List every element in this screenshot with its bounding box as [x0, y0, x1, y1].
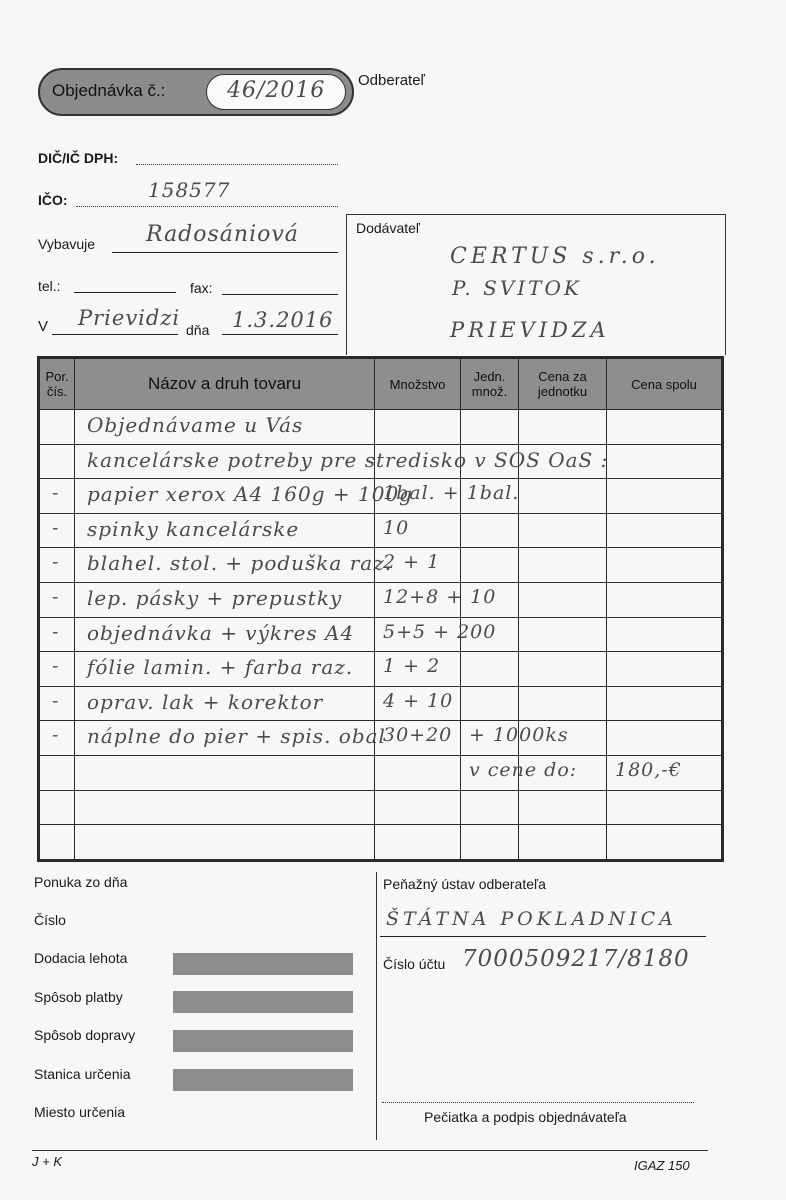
- row-name-cell: [75, 410, 375, 445]
- row-name-cell: [75, 790, 375, 825]
- row-por-cell: [39, 686, 75, 721]
- row-por-cell: [39, 479, 75, 514]
- ico-label: IČO:: [38, 192, 68, 208]
- order-label: Objednávka č.:: [52, 81, 166, 100]
- dic-line: [136, 164, 338, 165]
- table-header: [39, 358, 723, 410]
- row-unit-price-cell: [519, 617, 607, 652]
- row-qty-cell: [375, 444, 461, 479]
- row-qty-cell: [375, 756, 461, 791]
- col-header-name: Názov a druh tovaru: [75, 358, 375, 410]
- row-qty: 4 + 10: [383, 689, 454, 712]
- table-row: [39, 444, 723, 479]
- row-por: -: [52, 689, 60, 712]
- section-divider: [376, 872, 377, 1140]
- row-unit-cell: [461, 756, 578, 791]
- row-unit-cell: [461, 652, 519, 687]
- fax-line: [222, 294, 338, 295]
- row-unit-cell: [461, 444, 519, 479]
- destination-label: Miesto určenia: [34, 1104, 126, 1120]
- row-por-cell: [39, 410, 75, 445]
- row-unit-cell: [461, 617, 519, 652]
- transport-label: Spôsob dopravy: [34, 1027, 136, 1043]
- table-row: [39, 583, 723, 618]
- row-unit-cell: [461, 825, 519, 861]
- row-total-cell: [607, 652, 723, 687]
- table-row: [39, 756, 723, 791]
- row-por: -: [52, 620, 60, 643]
- row-unit-cell: [461, 513, 519, 548]
- row-name: fólie lamin. + farba raz.: [87, 655, 354, 680]
- row-total-cell: [607, 790, 723, 825]
- row-total-cell: [607, 583, 723, 618]
- prepared-by-value: Radosániová: [146, 222, 299, 247]
- row-por-cell: [39, 617, 75, 652]
- row-total-cell: [607, 410, 723, 445]
- col-header-unit-price: Cena za jednotku: [519, 358, 607, 410]
- row-unit-price-cell: [519, 479, 607, 514]
- bank-line: [380, 936, 706, 937]
- row-name-cell: [75, 825, 375, 861]
- row-total-cell: [607, 825, 723, 861]
- col-header-qty: Množstvo: [375, 358, 461, 410]
- table-row: [39, 686, 723, 721]
- table-row: [39, 513, 723, 548]
- row-total-cell: [607, 444, 723, 479]
- order-number-badge: [38, 68, 354, 116]
- station-field: [173, 1069, 353, 1091]
- transport-field: [173, 1030, 353, 1052]
- row-qty-cell: [375, 652, 461, 687]
- date-value: 1.3.2016: [232, 308, 334, 332]
- row-total: 180,-€: [615, 759, 682, 782]
- row-por-cell: [39, 756, 75, 791]
- row-unit-price-cell: [519, 721, 607, 756]
- prepared-by-line: [112, 252, 338, 253]
- row-qty-cell: [375, 617, 497, 652]
- row-qty: 1 + 2: [383, 655, 441, 678]
- delivery-label: Dodacia lehota: [34, 950, 128, 966]
- row-por: -: [52, 724, 60, 747]
- offer-label: Ponuka zo dňa: [34, 874, 128, 890]
- row-qty: 2 + 1: [383, 551, 441, 574]
- table-row: [39, 479, 723, 514]
- row-unit-price-cell: [519, 756, 607, 791]
- row-qty: 12+8 + 10: [383, 586, 497, 609]
- supplier-label: Dodávateľ: [356, 220, 421, 236]
- row-name-cell: [75, 444, 609, 479]
- row-unit-price-cell: [519, 652, 607, 687]
- tel-label: tel.:: [38, 278, 61, 294]
- row-qty: 10: [383, 516, 410, 539]
- bank-value: ŠTÁTNA POKLADNICA: [386, 908, 677, 930]
- order-number-field: [206, 74, 346, 110]
- row-total-cell: [607, 513, 723, 548]
- date-line: [222, 334, 338, 335]
- row-total-cell: [607, 721, 723, 756]
- table-row: [39, 410, 723, 445]
- row-unit-cell: [461, 548, 519, 583]
- row-por: -: [52, 482, 60, 505]
- row-unit-cell: [461, 686, 519, 721]
- row-name: náplne do pier + spis. obal: [87, 724, 386, 749]
- ico-line: [76, 206, 338, 207]
- row-por-cell: [39, 721, 75, 756]
- row-unit-price-cell: [519, 444, 607, 479]
- row-unit-cell: [461, 479, 519, 514]
- row-unit-price-cell: [519, 790, 607, 825]
- table-row: [39, 790, 723, 825]
- row-name-cell: [75, 479, 413, 514]
- prepared-by-label: Vybavuje: [38, 236, 96, 252]
- col-header-unit: Jedn. množ.: [461, 358, 519, 410]
- row-qty-cell: [375, 513, 461, 548]
- table-row: [39, 548, 723, 583]
- row-name-cell: [75, 583, 375, 618]
- row-name-cell: [75, 686, 375, 721]
- place-value: Prievidzi: [78, 306, 181, 330]
- row-unit-price-cell: [519, 410, 607, 445]
- row-qty-cell: [375, 790, 461, 825]
- row-unit: v cene do:: [469, 759, 578, 782]
- row-qty-cell: [375, 825, 461, 861]
- row-qty: 30+20: [383, 724, 453, 747]
- row-total-cell: [607, 548, 723, 583]
- place-prefix: V: [38, 318, 49, 335]
- table-row: [39, 825, 723, 861]
- row-qty-cell: [375, 686, 461, 721]
- table-row: [39, 652, 723, 687]
- row-por-cell: [39, 652, 75, 687]
- table-body: [39, 410, 723, 861]
- bank-label: Peňažný ústav odberateľa: [383, 876, 546, 892]
- row-por-cell: [39, 444, 75, 479]
- row-unit-cell: [461, 410, 519, 445]
- row-qty: 5+5 + 200: [383, 620, 497, 643]
- date-label: dňa: [186, 322, 210, 338]
- footer-left: J + K: [32, 1154, 62, 1169]
- station-label: Stanica určenia: [34, 1066, 131, 1082]
- delivery-field: [173, 953, 353, 975]
- row-por-cell: [39, 548, 75, 583]
- footer-line: [32, 1150, 708, 1151]
- row-unit: + 1000ks: [469, 724, 569, 747]
- customer-label: Odberateľ: [358, 72, 425, 89]
- supplier-city: PRIEVIDZA: [450, 318, 610, 342]
- row-name-cell: [75, 756, 375, 791]
- row-por: -: [52, 551, 60, 574]
- col-header-total: Cena spolu: [607, 358, 723, 410]
- row-unit-price-cell: [519, 825, 607, 861]
- row-unit-cell: [461, 721, 569, 756]
- supplier-contact: P. SVITOK: [452, 276, 582, 300]
- row-por-cell: [39, 790, 75, 825]
- row-name: objednávka + výkres A4: [87, 620, 355, 645]
- row-unit-cell: [461, 790, 519, 825]
- row-name: kancelárske potreby pre stredisko v SOS OaS :: [87, 447, 609, 472]
- row-total-cell: [607, 686, 723, 721]
- row-unit-price-cell: [519, 583, 607, 618]
- row-qty: 1bal. + 1bal.: [383, 482, 520, 505]
- row-unit-cell: [461, 583, 519, 618]
- row-name-cell: [75, 513, 375, 548]
- row-name-cell: [75, 721, 386, 756]
- row-qty-cell: [375, 583, 497, 618]
- row-por: -: [52, 586, 60, 609]
- place-line: [52, 334, 178, 335]
- row-total-cell: [607, 479, 723, 514]
- ico-value: 158577: [148, 178, 231, 202]
- tel-line: [74, 292, 176, 293]
- row-name-cell: [75, 652, 375, 687]
- payment-label: Spôsob platby: [34, 989, 123, 1005]
- supplier-name: CERTUS s.r.o.: [450, 244, 660, 269]
- row-name: blahel. stol. + poduška raz.: [87, 551, 393, 576]
- row-qty-cell: [375, 410, 461, 445]
- row-unit-price-cell: [519, 686, 607, 721]
- row-qty-cell: [375, 548, 461, 583]
- footer-right: IGAZ 150: [634, 1158, 690, 1173]
- signature-label: Pečiatka a podpis objednávateľa: [424, 1109, 627, 1125]
- row-qty-cell: [375, 479, 520, 514]
- row-name-cell: [75, 548, 393, 583]
- table-row: [39, 617, 723, 652]
- items-table: [37, 356, 724, 862]
- account-label: Číslo účtu: [383, 956, 446, 972]
- row-por: -: [52, 516, 60, 539]
- row-por-cell: [39, 513, 75, 548]
- dic-label: DIČ/IČ DPH:: [38, 150, 119, 166]
- row-name: oprav. lak + korektor: [87, 689, 324, 714]
- row-unit-price-cell: [519, 548, 607, 583]
- row-name: Objednávame u Vás: [87, 413, 304, 437]
- row-por-cell: [39, 583, 75, 618]
- row-name: spinky kancelárske: [87, 516, 300, 541]
- order-number: 46/2016: [227, 78, 326, 103]
- table-row: [39, 721, 723, 756]
- row-name: lep. pásky + prepustky: [87, 586, 343, 611]
- row-por: -: [52, 655, 60, 678]
- number-label: Číslo: [34, 912, 66, 928]
- payment-field: [173, 991, 353, 1013]
- row-name: papier xerox A4 160g + 100g: [87, 482, 413, 507]
- row-total-cell: [607, 617, 723, 652]
- fax-label: fax:: [190, 280, 213, 296]
- col-header-por: Por. čís.: [39, 358, 75, 410]
- row-name-cell: [75, 617, 375, 652]
- signature-line: [382, 1102, 694, 1103]
- row-por-cell: [39, 825, 75, 861]
- row-unit-price-cell: [519, 513, 607, 548]
- row-total-cell: [607, 756, 723, 791]
- account-value: 7000509217/8180: [462, 946, 690, 972]
- row-qty-cell: [375, 721, 461, 756]
